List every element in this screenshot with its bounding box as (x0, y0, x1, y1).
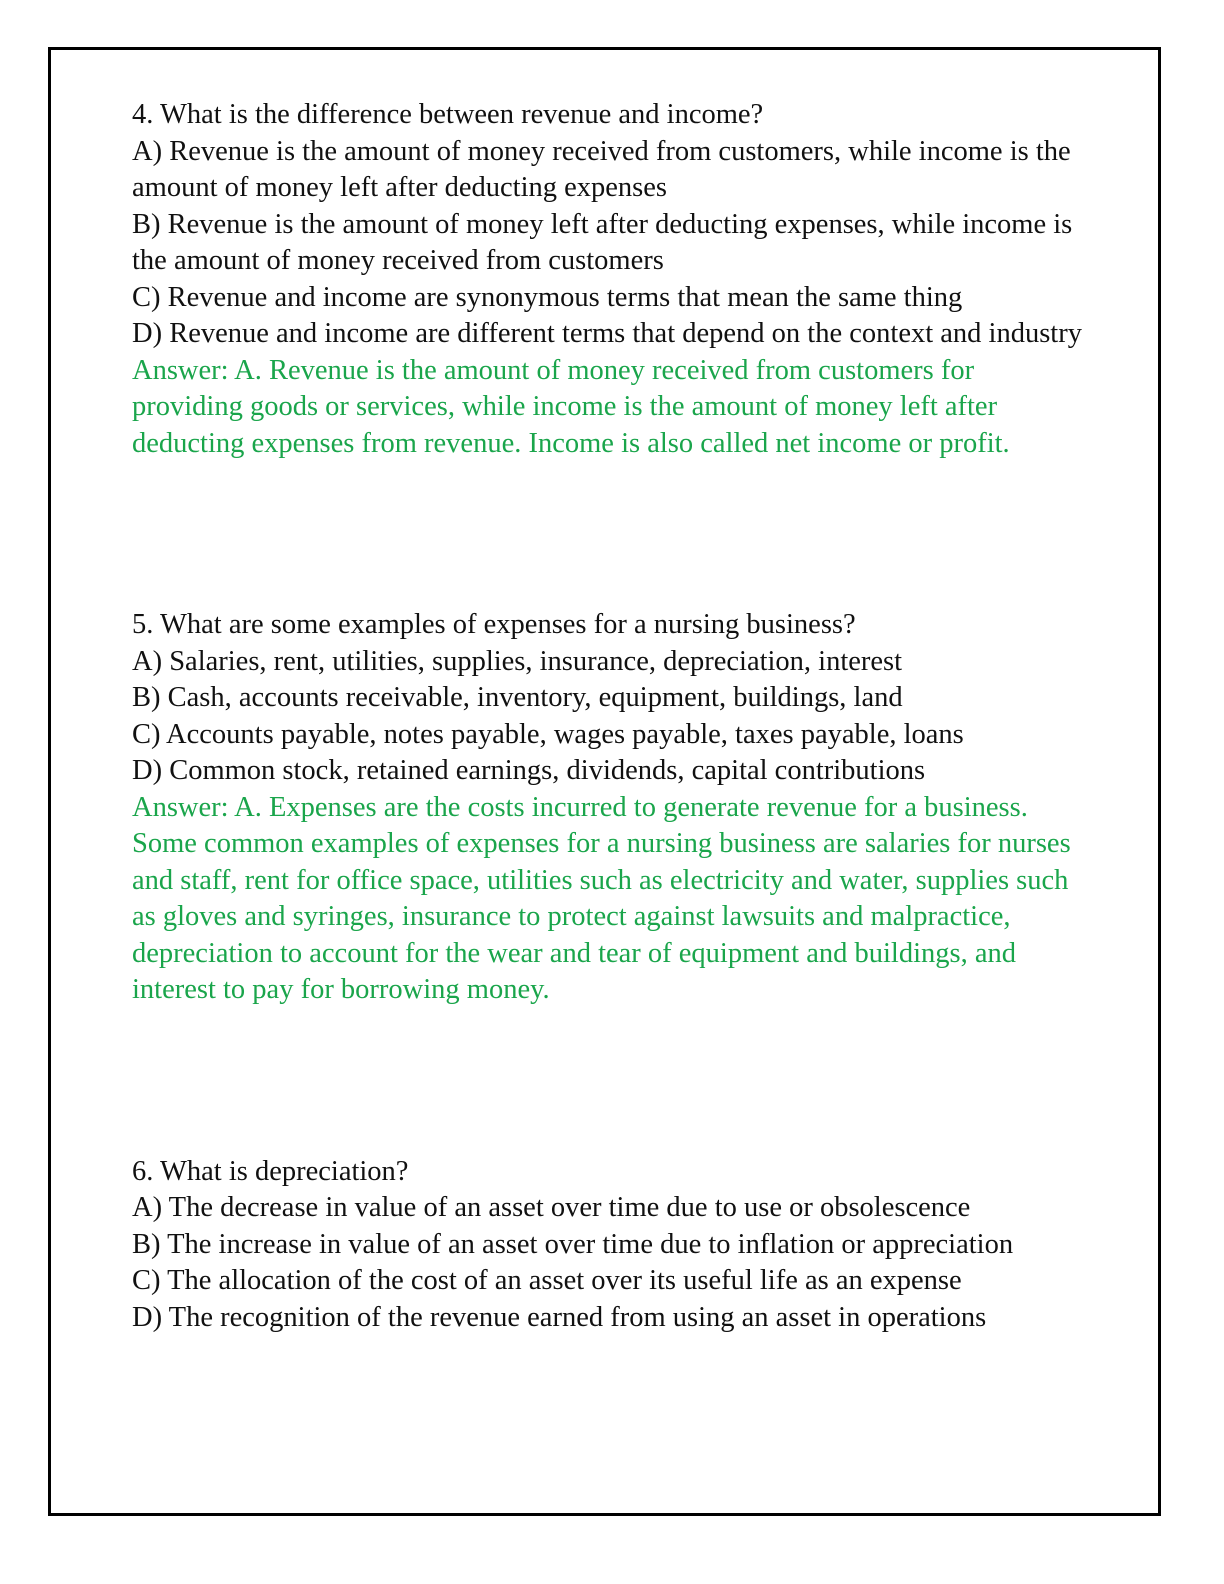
option-c: C) Revenue and income are synonymous terms that mean the same thing (132, 281, 963, 313)
option-a: A) Salaries, rent, utilities, supplies, insurance, depreciation, interest (132, 645, 903, 677)
option-b: B) Cash, accounts receivable, inventory, equipment, buildings, land (132, 682, 903, 713)
option-c: C) Accounts payable, notes payable, wages payable, taxes payable, loans (132, 718, 964, 750)
document-body (132, 97, 1092, 1336)
spacer (132, 462, 1092, 607)
option-d: D) The recognition of the revenue earned from using an asset in operations (132, 1301, 987, 1333)
question-text: 6. What is depreciation? (132, 1155, 409, 1187)
option-d: D) Common stock, retained earnings, dividends, capital contributions (132, 755, 926, 786)
option-c: C) The allocation of the cost of an asset over its useful life as an expense (132, 1265, 962, 1296)
option-a: A) The decrease in value of an asset over time due to use or obsolescence (132, 1192, 971, 1223)
spacer (132, 1009, 1092, 1154)
option-a: A) Revenue is the amount of money received from customers, while income is the amount of money left after deducting expenses (132, 135, 1071, 203)
question-block-4 (132, 97, 1092, 462)
question-block-6 (132, 1154, 1092, 1337)
question-text: 4. What is the difference between revenue and income? (132, 99, 764, 130)
answer-text: Answer: A. Expenses are the costs incurred to generate revenue for a business. Some common examples of expenses for a nursing business are salaries for nurses and staff, rent for office space, utilities such as electricity and water, supplies such as gloves and syringes, insurance to protect against lawsuits and malpractice, depreciation to account for the wear and tear of equipment and buildings, and interest to pay for borrowing money. (132, 791, 1071, 1005)
option-d: D) Revenue and income are different terms that depend on the context and industry (132, 318, 1082, 349)
answer-text: Answer: A. Revenue is the amount of money received from customers for providing goods or services, while income is the amount of money left after deducting expenses from revenue. Income is also called net income or profit. (132, 354, 1010, 459)
option-b: B) The increase in value of an asset over time due to inflation or appreciation (132, 1228, 1014, 1260)
question-block-5 (132, 607, 1092, 1009)
question-text: 5. What are some examples of expenses for a nursing business? (132, 609, 856, 640)
option-b: B) Revenue is the amount of money left after deducting expenses, while income is the amount of money received from customers (132, 208, 1073, 276)
